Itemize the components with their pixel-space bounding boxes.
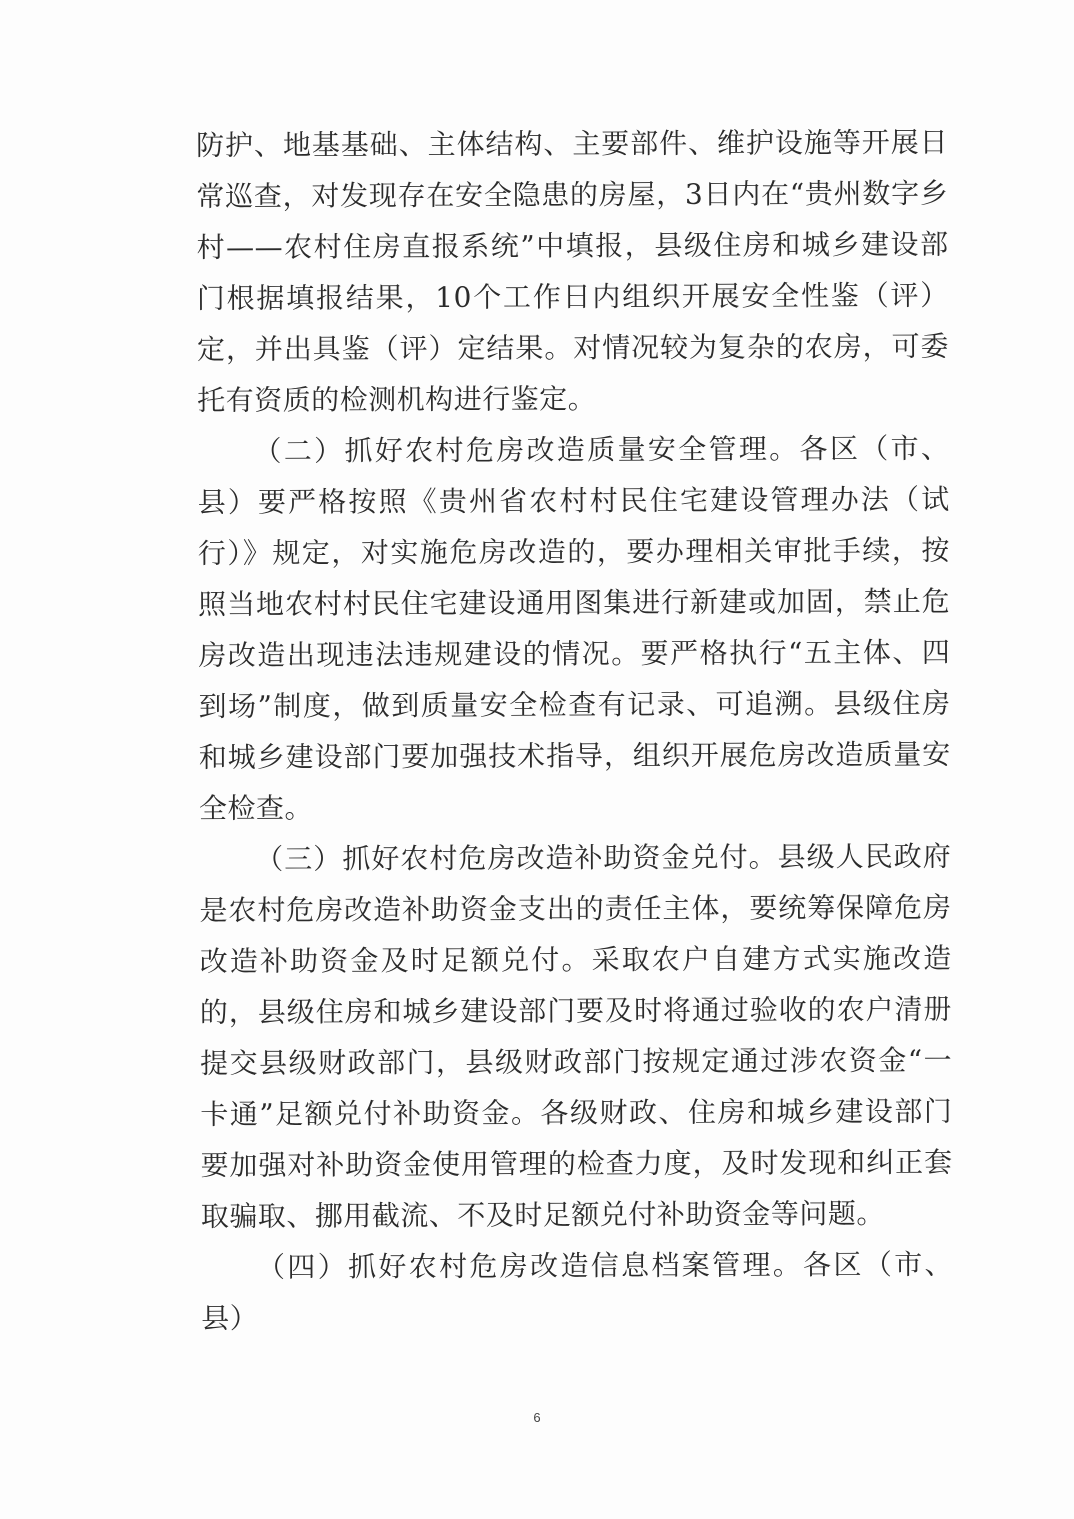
paragraph-quality-safety-management: （二）抓好农村危房改造质量安全管理。各区（市、县）要严格按照《贵州省农村村民住宅建设管理办法（试行）》规定，对实施危房改造的，要办理相关审批手续，按照当地农村村民住宅建设通用图集进行新建或加固，禁止危房改造出现违法违规建设的情况。要严格执行“五主体、四到场”制度，做到质量安全检查有记录、可追溯。县级住房和城乡建设部门要加强技术指导，组织开展危房改造质量安全检查。 [197, 431, 951, 825]
paragraph-archive-management: （四）抓好农村危房改造信息档案管理。各区（市、县） [201, 1247, 954, 1335]
document-body [196, 117, 953, 1344]
paragraph-subsidy-funds-payment: （三）抓好农村危房改造补助资金兑付。县级人民政府是农村危房改造补助资金支出的责任主体，要统筹保障危房改造补助资金及时足额兑付。采取农户自建方式实施改造的，县级住房和城乡建设部门要及时将通过验收的农户清册提交县级财政部门，县级财政部门按规定通过涉农资金“一卡通”足额兑付补助资金。各级财政、住房和城乡建设部门要加强对补助资金使用管理的检查力度，及时发现和纠正套取骗取、挪用截流、不及时足额兑付补助资金等问题。 [199, 839, 953, 1233]
paragraph-daily-inspection: 防护、地基基础、主体结构、主要部件、维护设施等开展日常巡查，对发现存在安全隐患的房屋，3日内在“贵州数字乡村——农村住房直报系统”中填报，县级住房和城乡建设部门根据填报结果，10个工作日内组织开展安全性鉴（评）定，并出具鉴（评）定结果。对情况较为复杂的农房，可委托有资质的检测机构进行鉴定。 [196, 125, 950, 417]
page-number: 6 [533, 1410, 541, 1425]
